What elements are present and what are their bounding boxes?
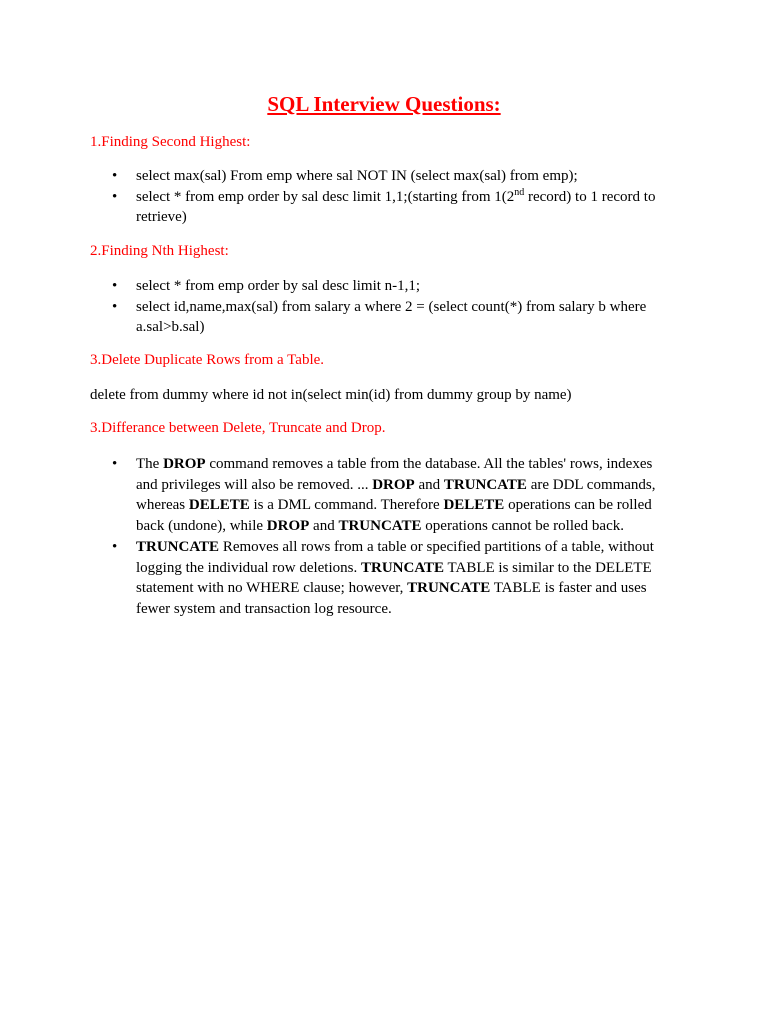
bullet-list-second-highest: [90, 166, 670, 228]
keyword: TRUNCATE: [407, 580, 491, 597]
list-item-text: record) to 1 record to retrieve): [136, 188, 656, 226]
text: and: [309, 518, 339, 535]
list-item-text: select id,name,max(sal) from salary a where 2 = (select count(*) from salary b where a.sal>b.sal): [136, 298, 647, 336]
bullet-icon: •: [112, 168, 118, 184]
keyword: TRUNCATE: [443, 476, 527, 493]
text: is a DML command. Therefore: [249, 497, 444, 514]
text: command removes a table from the database. All the tables' rows, indexes and privileges will also be removed. ...: [136, 456, 653, 493]
keyword: DELETE: [188, 497, 250, 514]
text: and: [414, 476, 444, 493]
keyword: DROP: [266, 518, 310, 535]
keyword: TRUNCATE: [136, 538, 220, 555]
bullet-icon: •: [112, 188, 118, 205]
bullet-icon: •: [112, 298, 118, 315]
list-item: [90, 297, 670, 338]
list-item: [90, 276, 670, 297]
text: TABLE is faster and uses fewer system and transaction log resource.: [136, 580, 647, 617]
list-item-text: select * from emp order by sal desc limit 1,1;(starting from 1(2: [136, 188, 515, 205]
bullet-list-nth-highest: [90, 276, 670, 338]
text: operations can be rolled back (undone), while: [136, 497, 652, 535]
section-heading-difference: 3.Differance between Delete, Truncate and Drop.: [90, 420, 386, 436]
keyword: DROP: [372, 476, 415, 493]
text: operations cannot be rolled back.: [421, 518, 624, 535]
list-item-text: select * from emp order by sal desc limit n-1,1;: [136, 278, 421, 294]
keyword: DROP: [163, 456, 206, 472]
text: The: [136, 456, 164, 472]
section-heading-second-highest: 1.Finding Second Highest:: [90, 134, 251, 150]
keyword: DELETE: [443, 497, 505, 514]
text: TABLE is similar to the DELETE statement with no WHERE clause; however,: [136, 559, 652, 597]
bullet-icon: •: [112, 456, 118, 472]
section-heading-delete-duplicates: 3.Delete Duplicate Rows from a Table.: [90, 352, 325, 368]
page-title: SQL Interview Questions:: [267, 92, 501, 116]
list-item-text: select max(sal) From emp where sal NOT IN (select max(sal) from emp);: [136, 168, 578, 184]
list-item: [90, 166, 670, 187]
keyword: TRUNCATE: [360, 559, 445, 576]
list-item: [90, 537, 670, 620]
bullet-icon: •: [112, 278, 118, 294]
bullet-icon: •: [112, 538, 118, 555]
delete-duplicates-query: delete from dummy where id not in(select min(id) from dummy group by name): [90, 387, 572, 403]
text: are DDL commands, whereas: [136, 476, 656, 514]
list-item: [90, 187, 670, 228]
list-item: [90, 454, 670, 537]
bullet-list-difference: [90, 454, 670, 620]
keyword: TRUNCATE: [338, 518, 422, 535]
section-heading-nth-highest: 2.Finding Nth Highest:: [90, 243, 229, 259]
text: Removes all rows from a table or specified partitions of a table, without logging the individual row deletions.: [136, 538, 654, 576]
superscript-text: nd: [514, 186, 525, 198]
